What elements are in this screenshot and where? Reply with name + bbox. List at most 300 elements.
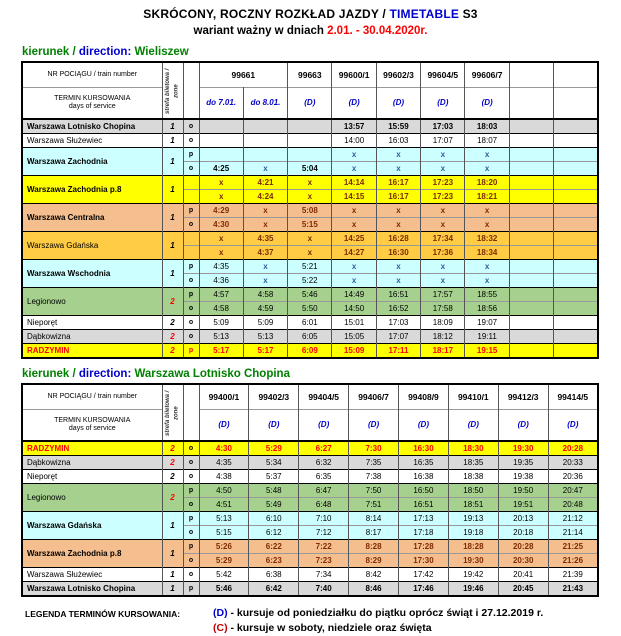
empty-time-cell <box>509 302 553 316</box>
zone-cell: 2 <box>162 330 183 344</box>
time-cell: 18:35 <box>448 456 498 470</box>
time-cell: 17:18 <box>399 526 449 540</box>
train-number-cell: 99606/7 <box>465 62 509 88</box>
station-row <box>22 232 598 246</box>
time-cell: 18:50 <box>448 484 498 498</box>
station-cell: Warszawa Lotnisko Chopina <box>22 582 162 597</box>
time-cell: 14:15 <box>332 190 376 204</box>
time-cell: 17:07 <box>376 330 420 344</box>
zone-cell: 1 <box>162 148 183 176</box>
time-cell: 5:17 <box>243 344 287 359</box>
arrival-departure-cell: p <box>183 512 199 526</box>
days-of-service-cell: (D) <box>548 410 598 442</box>
station-cell: Nieporęt <box>22 470 162 484</box>
time-cell: 4:58 <box>199 302 243 316</box>
time-cell: 17:36 <box>421 246 465 260</box>
empty-time-cell <box>554 274 598 288</box>
time-cell: 6:42 <box>249 582 299 597</box>
empty-time-cell <box>554 232 598 246</box>
time-cell: x <box>465 162 509 176</box>
time-cell: 5:17 <box>199 344 243 359</box>
time-cell: 18:12 <box>421 330 465 344</box>
days-of-service-cell: (D) <box>299 410 349 442</box>
time-cell: 5:13 <box>243 330 287 344</box>
station-cell: Warszawa Centralna <box>22 204 162 232</box>
legend-text-d: - kursuje od poniedziałku do piątku oprócz świąt i 27.12.2019 r. <box>227 607 544 619</box>
time-cell: 16:28 <box>376 232 420 246</box>
subtitle-prefix: wariant ważny w dniach <box>193 25 328 37</box>
train-number-row <box>22 384 598 410</box>
time-cell: x <box>199 232 243 246</box>
title-line: S3 <box>459 7 478 21</box>
time-cell: x <box>332 218 376 232</box>
time-cell: x <box>332 274 376 288</box>
empty-time-cell <box>199 134 243 148</box>
time-cell: 4:51 <box>199 498 249 512</box>
time-cell: 17:23 <box>421 190 465 204</box>
days-of-service-cell: (D) <box>498 410 548 442</box>
time-cell: 8:17 <box>349 526 399 540</box>
time-cell: 8:29 <box>349 554 399 568</box>
time-cell: 6:09 <box>288 344 332 359</box>
time-cell: 16:17 <box>376 190 420 204</box>
time-cell: 17:03 <box>421 119 465 134</box>
train-number-cell: 99602/3 <box>376 62 420 88</box>
time-cell: 17:58 <box>421 302 465 316</box>
station-cell: Dąbkowizna <box>22 330 162 344</box>
days-of-service-cell: (D) <box>349 410 399 442</box>
time-cell: 17:42 <box>399 568 449 582</box>
empty-time-cell <box>554 246 598 260</box>
time-cell: 5:13 <box>199 512 249 526</box>
time-cell: 18:56 <box>465 302 509 316</box>
time-cell: 5:34 <box>249 456 299 470</box>
time-cell: x <box>421 260 465 274</box>
table-body <box>22 119 598 358</box>
zone-vertical-label: strefa biletowa / zone <box>165 67 180 114</box>
station-cell: Warszawa Lotnisko Chopina <box>22 119 162 134</box>
station-cell: RADZYMIN <box>22 344 162 359</box>
empty-time-cell <box>509 176 553 190</box>
arrival-departure-cell: o <box>183 134 199 148</box>
zone-column-header <box>162 384 183 441</box>
train-number-cell: 99408/9 <box>399 384 449 410</box>
time-cell: 16:03 <box>376 134 420 148</box>
time-cell: 17:11 <box>376 344 420 359</box>
time-cell: 18:03 <box>465 119 509 134</box>
arrival-departure-cell: o <box>183 441 199 456</box>
direction-heading-wieliszew <box>22 46 621 58</box>
station-cell: Warszawa Gdańska <box>22 232 162 260</box>
time-cell: 5:42 <box>199 568 249 582</box>
time-cell: 6:23 <box>249 554 299 568</box>
train-number-cell <box>554 62 598 88</box>
time-cell: 16:17 <box>376 176 420 190</box>
time-cell: 16:30 <box>399 441 449 456</box>
time-cell: 15:09 <box>332 344 376 359</box>
empty-time-cell <box>243 134 287 148</box>
time-cell: x <box>465 260 509 274</box>
time-cell: 21:14 <box>548 526 598 540</box>
time-cell: 5:22 <box>288 274 332 288</box>
time-cell: 19:51 <box>498 498 548 512</box>
time-cell: 17:46 <box>399 582 449 597</box>
time-cell: 19:30 <box>498 441 548 456</box>
time-cell: x <box>376 274 420 288</box>
time-cell: x <box>243 274 287 288</box>
time-cell: 14:49 <box>332 288 376 302</box>
time-cell: 16:38 <box>399 470 449 484</box>
station-row <box>22 119 598 134</box>
time-cell: 4:58 <box>243 288 287 302</box>
time-cell: 5:21 <box>288 260 332 274</box>
empty-time-cell <box>554 218 598 232</box>
empty-time-cell <box>509 148 553 162</box>
days-of-service-cell: (D) <box>332 88 376 120</box>
time-cell: x <box>199 246 243 260</box>
time-cell: x <box>288 190 332 204</box>
train-number-cell: 99604/5 <box>421 62 465 88</box>
zone-cell: 2 <box>162 344 183 359</box>
station-row <box>22 441 598 456</box>
days-of-service-cell: (D) <box>288 88 332 120</box>
station-row <box>22 316 598 330</box>
time-cell: 13:57 <box>332 119 376 134</box>
page-subtitle <box>0 25 621 37</box>
zone-cell: 1 <box>162 568 183 582</box>
time-cell: 6:47 <box>299 484 349 498</box>
time-cell: 6:05 <box>288 330 332 344</box>
station-cell: Warszawa Służewiec <box>22 134 162 148</box>
time-cell: 18:07 <box>465 134 509 148</box>
arrival-departure-cell: p <box>183 148 199 162</box>
time-cell: 7:35 <box>349 456 399 470</box>
days-of-service-cell: (D) <box>465 88 509 120</box>
time-cell: 20:30 <box>498 554 548 568</box>
time-cell: 7:10 <box>299 512 349 526</box>
station-row <box>22 134 598 148</box>
arrival-departure-cell: p <box>183 484 199 498</box>
time-cell: 19:15 <box>465 344 509 359</box>
time-cell: 19:07 <box>465 316 509 330</box>
time-cell: 5:08 <box>288 204 332 218</box>
station-cell: Legionowo <box>22 288 162 316</box>
direction-label: direction: <box>78 368 135 380</box>
time-cell: 5:15 <box>199 526 249 540</box>
days-of-service-row <box>22 410 598 442</box>
days-of-service-cell <box>554 88 598 120</box>
time-cell: 5:09 <box>199 316 243 330</box>
days-of-service-cell: (D) <box>376 88 420 120</box>
time-cell: x <box>332 204 376 218</box>
time-cell: 5:29 <box>199 554 249 568</box>
legend-items <box>213 606 543 636</box>
station-cell: Warszawa Zachodnia p.8 <box>22 176 162 204</box>
time-cell: 4:37 <box>243 246 287 260</box>
time-cell: 5:46 <box>199 582 249 597</box>
time-cell: 15:05 <box>332 330 376 344</box>
time-cell: 20:41 <box>498 568 548 582</box>
time-cell: 6:32 <box>299 456 349 470</box>
table-header <box>22 384 598 441</box>
time-cell: 18:34 <box>465 246 509 260</box>
empty-time-cell <box>554 162 598 176</box>
time-cell: 7:50 <box>349 484 399 498</box>
time-cell: 5:49 <box>249 498 299 512</box>
title-timetable: TIMETABLE <box>389 7 460 21</box>
page-title <box>0 7 621 21</box>
time-cell: 19:50 <box>498 484 548 498</box>
kierunek-label: kierunek / <box>22 368 79 380</box>
zone-cell: 1 <box>162 176 183 204</box>
empty-time-cell <box>554 176 598 190</box>
days-of-service-header <box>22 410 162 442</box>
station-row <box>22 176 598 190</box>
time-cell: 20:13 <box>498 512 548 526</box>
time-cell: 17:23 <box>421 176 465 190</box>
empty-time-cell <box>554 190 598 204</box>
arrival-departure-cell <box>183 246 199 260</box>
time-cell: x <box>376 148 420 162</box>
time-cell: 18:30 <box>448 441 498 456</box>
time-cell: 8:28 <box>349 540 399 554</box>
time-cell: 6:22 <box>249 540 299 554</box>
time-cell: x <box>332 148 376 162</box>
time-cell: 14:50 <box>332 302 376 316</box>
zone-cell: 1 <box>162 540 183 568</box>
time-cell: 20:47 <box>548 484 598 498</box>
arrival-departure-column-header <box>183 384 199 441</box>
time-cell: 4:36 <box>199 274 243 288</box>
time-cell: 7:22 <box>299 540 349 554</box>
arrival-departure-cell: o <box>183 526 199 540</box>
days-of-service-cell: do 8.01. <box>243 88 287 120</box>
arrival-departure-cell: o <box>183 456 199 470</box>
station-cell: Warszawa Wschodnia <box>22 260 162 288</box>
time-cell: 4:21 <box>243 176 287 190</box>
station-cell: Legionowo <box>22 484 162 512</box>
empty-time-cell <box>554 260 598 274</box>
train-number-cell: 99400/1 <box>199 384 249 410</box>
time-cell: 20:45 <box>498 582 548 597</box>
time-cell: 5:26 <box>199 540 249 554</box>
days-of-service-cell: (D) <box>399 410 449 442</box>
time-cell: 4:29 <box>199 204 243 218</box>
zone-cell: 1 <box>162 232 183 260</box>
time-cell: 7:30 <box>349 441 399 456</box>
empty-time-cell <box>243 148 287 162</box>
arrival-departure-cell <box>183 232 199 246</box>
empty-time-cell <box>509 274 553 288</box>
legend-symbol-c: (C) <box>213 622 228 635</box>
empty-time-cell <box>554 148 598 162</box>
train-number-row <box>22 62 598 88</box>
empty-time-cell <box>199 119 243 134</box>
time-cell: 14:00 <box>332 134 376 148</box>
time-cell: 6:48 <box>299 498 349 512</box>
time-cell: 19:42 <box>448 568 498 582</box>
time-cell: 20:28 <box>498 540 548 554</box>
train-number-cell: 99404/5 <box>299 384 349 410</box>
time-cell: 17:57 <box>421 288 465 302</box>
empty-time-cell <box>554 288 598 302</box>
time-cell: 17:07 <box>421 134 465 148</box>
time-cell: 8:42 <box>349 568 399 582</box>
time-cell: x <box>421 218 465 232</box>
empty-time-cell <box>288 134 332 148</box>
time-cell: 15:01 <box>332 316 376 330</box>
time-cell: 7:12 <box>299 526 349 540</box>
days-of-service-cell: (D) <box>249 410 299 442</box>
zone-cell: 2 <box>162 288 183 316</box>
train-number-cell: 99412/3 <box>498 384 548 410</box>
empty-time-cell <box>509 190 553 204</box>
time-cell: 14:25 <box>332 232 376 246</box>
time-cell: x <box>243 162 287 176</box>
train-number-cell <box>509 62 553 88</box>
time-cell: 16:51 <box>376 288 420 302</box>
time-cell: x <box>376 204 420 218</box>
time-cell: 17:30 <box>399 554 449 568</box>
time-cell: 6:38 <box>249 568 299 582</box>
empty-time-cell <box>509 119 553 134</box>
time-cell: 5:29 <box>249 441 299 456</box>
time-cell: 4:25 <box>199 162 243 176</box>
time-cell: 6:10 <box>249 512 299 526</box>
station-cell: Nieporęt <box>22 316 162 330</box>
zone-cell: 2 <box>162 316 183 330</box>
station-row <box>22 470 598 484</box>
zone-cell: 1 <box>162 260 183 288</box>
zone-cell: 1 <box>162 582 183 597</box>
days-of-service-cell <box>509 88 553 120</box>
train-number-cell: 99406/7 <box>349 384 399 410</box>
days-label: TERMIN KURSOWANIA <box>54 417 131 424</box>
days-sublabel: days of service <box>68 425 116 432</box>
time-cell: 20:28 <box>548 441 598 456</box>
direction-label: direction: <box>78 46 135 58</box>
train-number-cell: 99661 <box>199 62 288 88</box>
time-cell: 19:46 <box>448 582 498 597</box>
empty-time-cell <box>199 148 243 162</box>
arrival-departure-cell: o <box>183 162 199 176</box>
days-of-service-cell: do 7.01. <box>199 88 243 120</box>
legend-label: LEGENDA TERMINÓW KURSOWANIA: <box>25 609 181 619</box>
timetable-wieliszew <box>0 61 621 359</box>
train-number-header: NR POCIĄGU / train number <box>22 384 162 410</box>
time-cell: 7:23 <box>299 554 349 568</box>
station-row <box>22 344 598 359</box>
time-cell: 5:50 <box>288 302 332 316</box>
zone-cell: 2 <box>162 456 183 470</box>
kierunek-label: kierunek / <box>22 46 79 58</box>
station-row <box>22 148 598 162</box>
time-cell: x <box>465 148 509 162</box>
time-cell: x <box>376 162 420 176</box>
time-cell: 8:14 <box>349 512 399 526</box>
time-cell: 19:18 <box>448 526 498 540</box>
arrival-departure-cell: o <box>183 119 199 134</box>
time-cell: 4:50 <box>199 484 249 498</box>
time-cell: 5:48 <box>249 484 299 498</box>
empty-time-cell <box>509 246 553 260</box>
arrival-departure-cell: o <box>183 568 199 582</box>
time-cell: 16:52 <box>376 302 420 316</box>
empty-time-cell <box>509 204 553 218</box>
time-cell: 18:51 <box>448 498 498 512</box>
time-cell: 5:37 <box>249 470 299 484</box>
arrival-departure-cell <box>183 190 199 204</box>
legend-item-c <box>213 621 543 636</box>
days-label: TERMIN KURSOWANIA <box>54 95 131 102</box>
legend <box>25 606 621 636</box>
time-cell: 16:50 <box>399 484 449 498</box>
timetable-chopina <box>0 383 621 597</box>
arrival-departure-cell: o <box>183 274 199 288</box>
time-cell: 5:15 <box>288 218 332 232</box>
empty-time-cell <box>554 204 598 218</box>
time-cell: 4:35 <box>199 456 249 470</box>
time-cell: 6:12 <box>249 526 299 540</box>
empty-time-cell <box>509 232 553 246</box>
time-cell: 18:21 <box>465 190 509 204</box>
time-cell: 5:09 <box>243 316 287 330</box>
time-cell: 21:26 <box>548 554 598 568</box>
empty-time-cell <box>554 134 598 148</box>
time-cell: 7:34 <box>299 568 349 582</box>
zone-cell: 1 <box>162 204 183 232</box>
zone-cell: 2 <box>162 470 183 484</box>
time-cell: 4:30 <box>199 218 243 232</box>
time-cell: x <box>465 204 509 218</box>
station-row <box>22 330 598 344</box>
station-row <box>22 512 598 526</box>
arrival-departure-cell: p <box>183 582 199 597</box>
time-cell: x <box>332 260 376 274</box>
zone-vertical-label: strefa biletowa / zone <box>165 389 180 436</box>
time-cell: 21:43 <box>548 582 598 597</box>
time-cell: x <box>376 260 420 274</box>
time-cell: 20:33 <box>548 456 598 470</box>
destination-label: Warszawa Lotnisko Chopina <box>134 368 290 380</box>
days-of-service-row <box>22 88 598 120</box>
time-cell: x <box>465 218 509 232</box>
days-of-service-cell: (D) <box>448 410 498 442</box>
empty-time-cell <box>554 316 598 330</box>
time-cell: 16:51 <box>399 498 449 512</box>
time-cell: 4:59 <box>243 302 287 316</box>
destination-label: Wieliszew <box>134 46 189 58</box>
time-cell: 5:04 <box>288 162 332 176</box>
timetable-table <box>21 383 599 597</box>
table-header <box>22 62 598 119</box>
time-cell: 18:09 <box>421 316 465 330</box>
train-number-header: NR POCIĄGU / train number <box>22 62 162 88</box>
time-cell: 18:55 <box>465 288 509 302</box>
time-cell: x <box>332 162 376 176</box>
station-cell: RADZYMIN <box>22 441 162 456</box>
arrival-departure-cell: p <box>183 204 199 218</box>
train-number-cell: 99663 <box>288 62 332 88</box>
page-header <box>0 0 621 37</box>
time-cell: 20:48 <box>548 498 598 512</box>
title-prefix: SKRÓCONY, ROCZNY ROZKŁAD JAZDY / <box>143 7 390 21</box>
arrival-departure-cell: o <box>183 554 199 568</box>
station-row <box>22 204 598 218</box>
time-cell: x <box>288 246 332 260</box>
train-number-cell: 99402/3 <box>249 384 299 410</box>
time-cell: 6:35 <box>299 470 349 484</box>
